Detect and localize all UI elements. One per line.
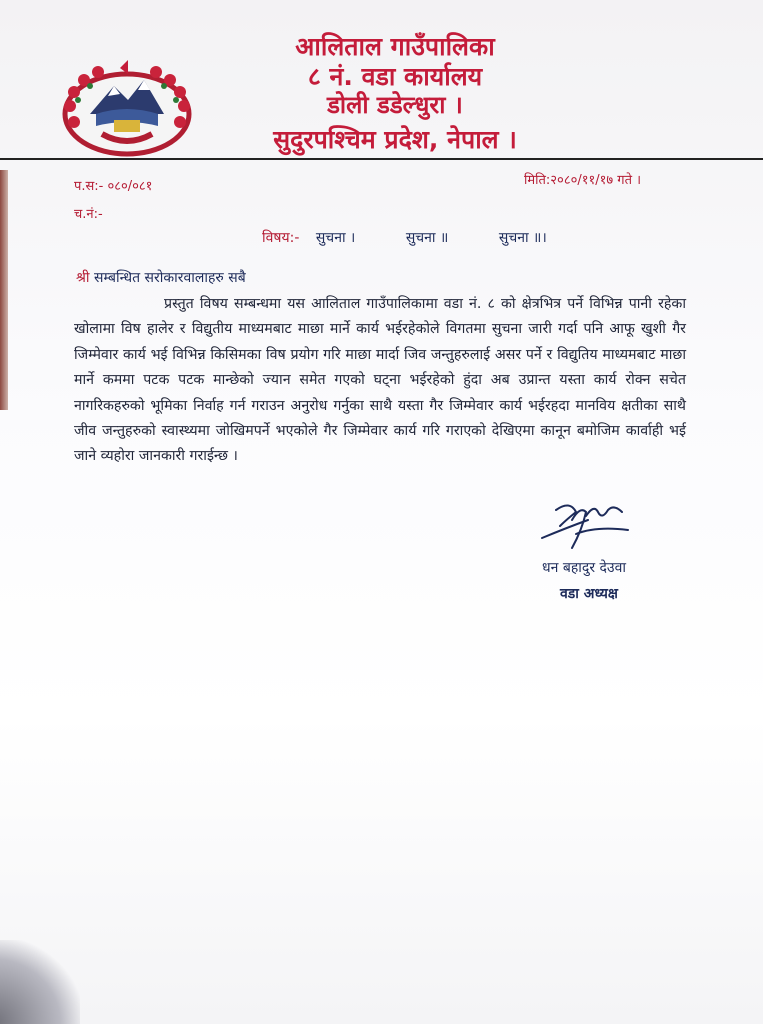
subject-item: सुचना । bbox=[315, 230, 356, 246]
header-divider bbox=[0, 158, 763, 160]
corner-shadow bbox=[0, 940, 80, 1024]
letter-date: मिति:२०८०/११/१७ गते । bbox=[524, 173, 642, 188]
office-location: डोली डडेल्धुरा । bbox=[327, 91, 463, 119]
subject-label: विषय:- bbox=[262, 230, 300, 246]
office-header bbox=[250, 32, 540, 155]
signatory-name: धन बहादुर देउवा bbox=[542, 560, 627, 576]
page-edge-shadow bbox=[0, 170, 8, 410]
handwritten-signature bbox=[536, 490, 636, 558]
salutation bbox=[76, 268, 246, 287]
ward-office: ८ नं. वडा कार्यालय bbox=[307, 61, 483, 91]
letter-number: प.स:- ०८०/०८१ bbox=[74, 179, 153, 194]
government-emblem bbox=[56, 56, 198, 158]
province-country: सुदुरपश्चिम प्रदेश, नेपाल । bbox=[273, 125, 517, 155]
municipality-name: आलिताल गाउँपालिका bbox=[295, 32, 495, 61]
salutation-text: सम्बन्धित सरोकारवालाहरु सबै bbox=[94, 270, 246, 286]
subject-item: सुचना ॥ bbox=[405, 230, 449, 246]
notice-body: प्रस्तुत विषय सम्बन्धमा यस आलिताल गाउँपालिकामा वडा नं. ८ को क्षेत्रभित्र पर्ने विभिन्न पानी रहेका खोलामा विष हालेर र विद्युतीय माध्यमबाट माछा मार्ने कार्य भईरहेकोले विगतमा सुचना जारी गर्दा पनि आफू खुशी गैर जिम्मेवार कार्य भई विभिन्न किसिमका विष प्रयोग गरि माछा मार्दा जिव जन्तुहरुलाई असर पर्ने र विद्युतिय माध्यमबाट माछा मार्ने कममा पटक पटक मान्छेको ज्यान समेत गएको घट्ना भईरहेको हुंदा अब उप्रान्त यस्ता कार्य रोक्न सचेत नागरिकहरुको भूमिका निर्वाह गर्न गराउन अनुरोध गर्नुका साथै यस्ता गैर जिम्मेवार कार्य भईरहदा मानविय क्षतीका साथै जीव जन्तुहरुको स्वास्थ्यमा जोखिमपर्ने भएकोले गैर जिम्मेवार कार्य गरि गराएको देखिएमा कानून बमोजिम कार्वाही भई जाने व्यहोरा जानकारी गराईन्छ । bbox=[74, 296, 686, 465]
subject-item: सुचना ॥। bbox=[498, 230, 547, 246]
signatory-designation: वडा अध्यक्ष bbox=[560, 586, 618, 602]
subject-line bbox=[262, 228, 593, 247]
salutation-prefix: श्री bbox=[76, 270, 90, 286]
dispatch-number: च.नं:- bbox=[74, 207, 103, 222]
